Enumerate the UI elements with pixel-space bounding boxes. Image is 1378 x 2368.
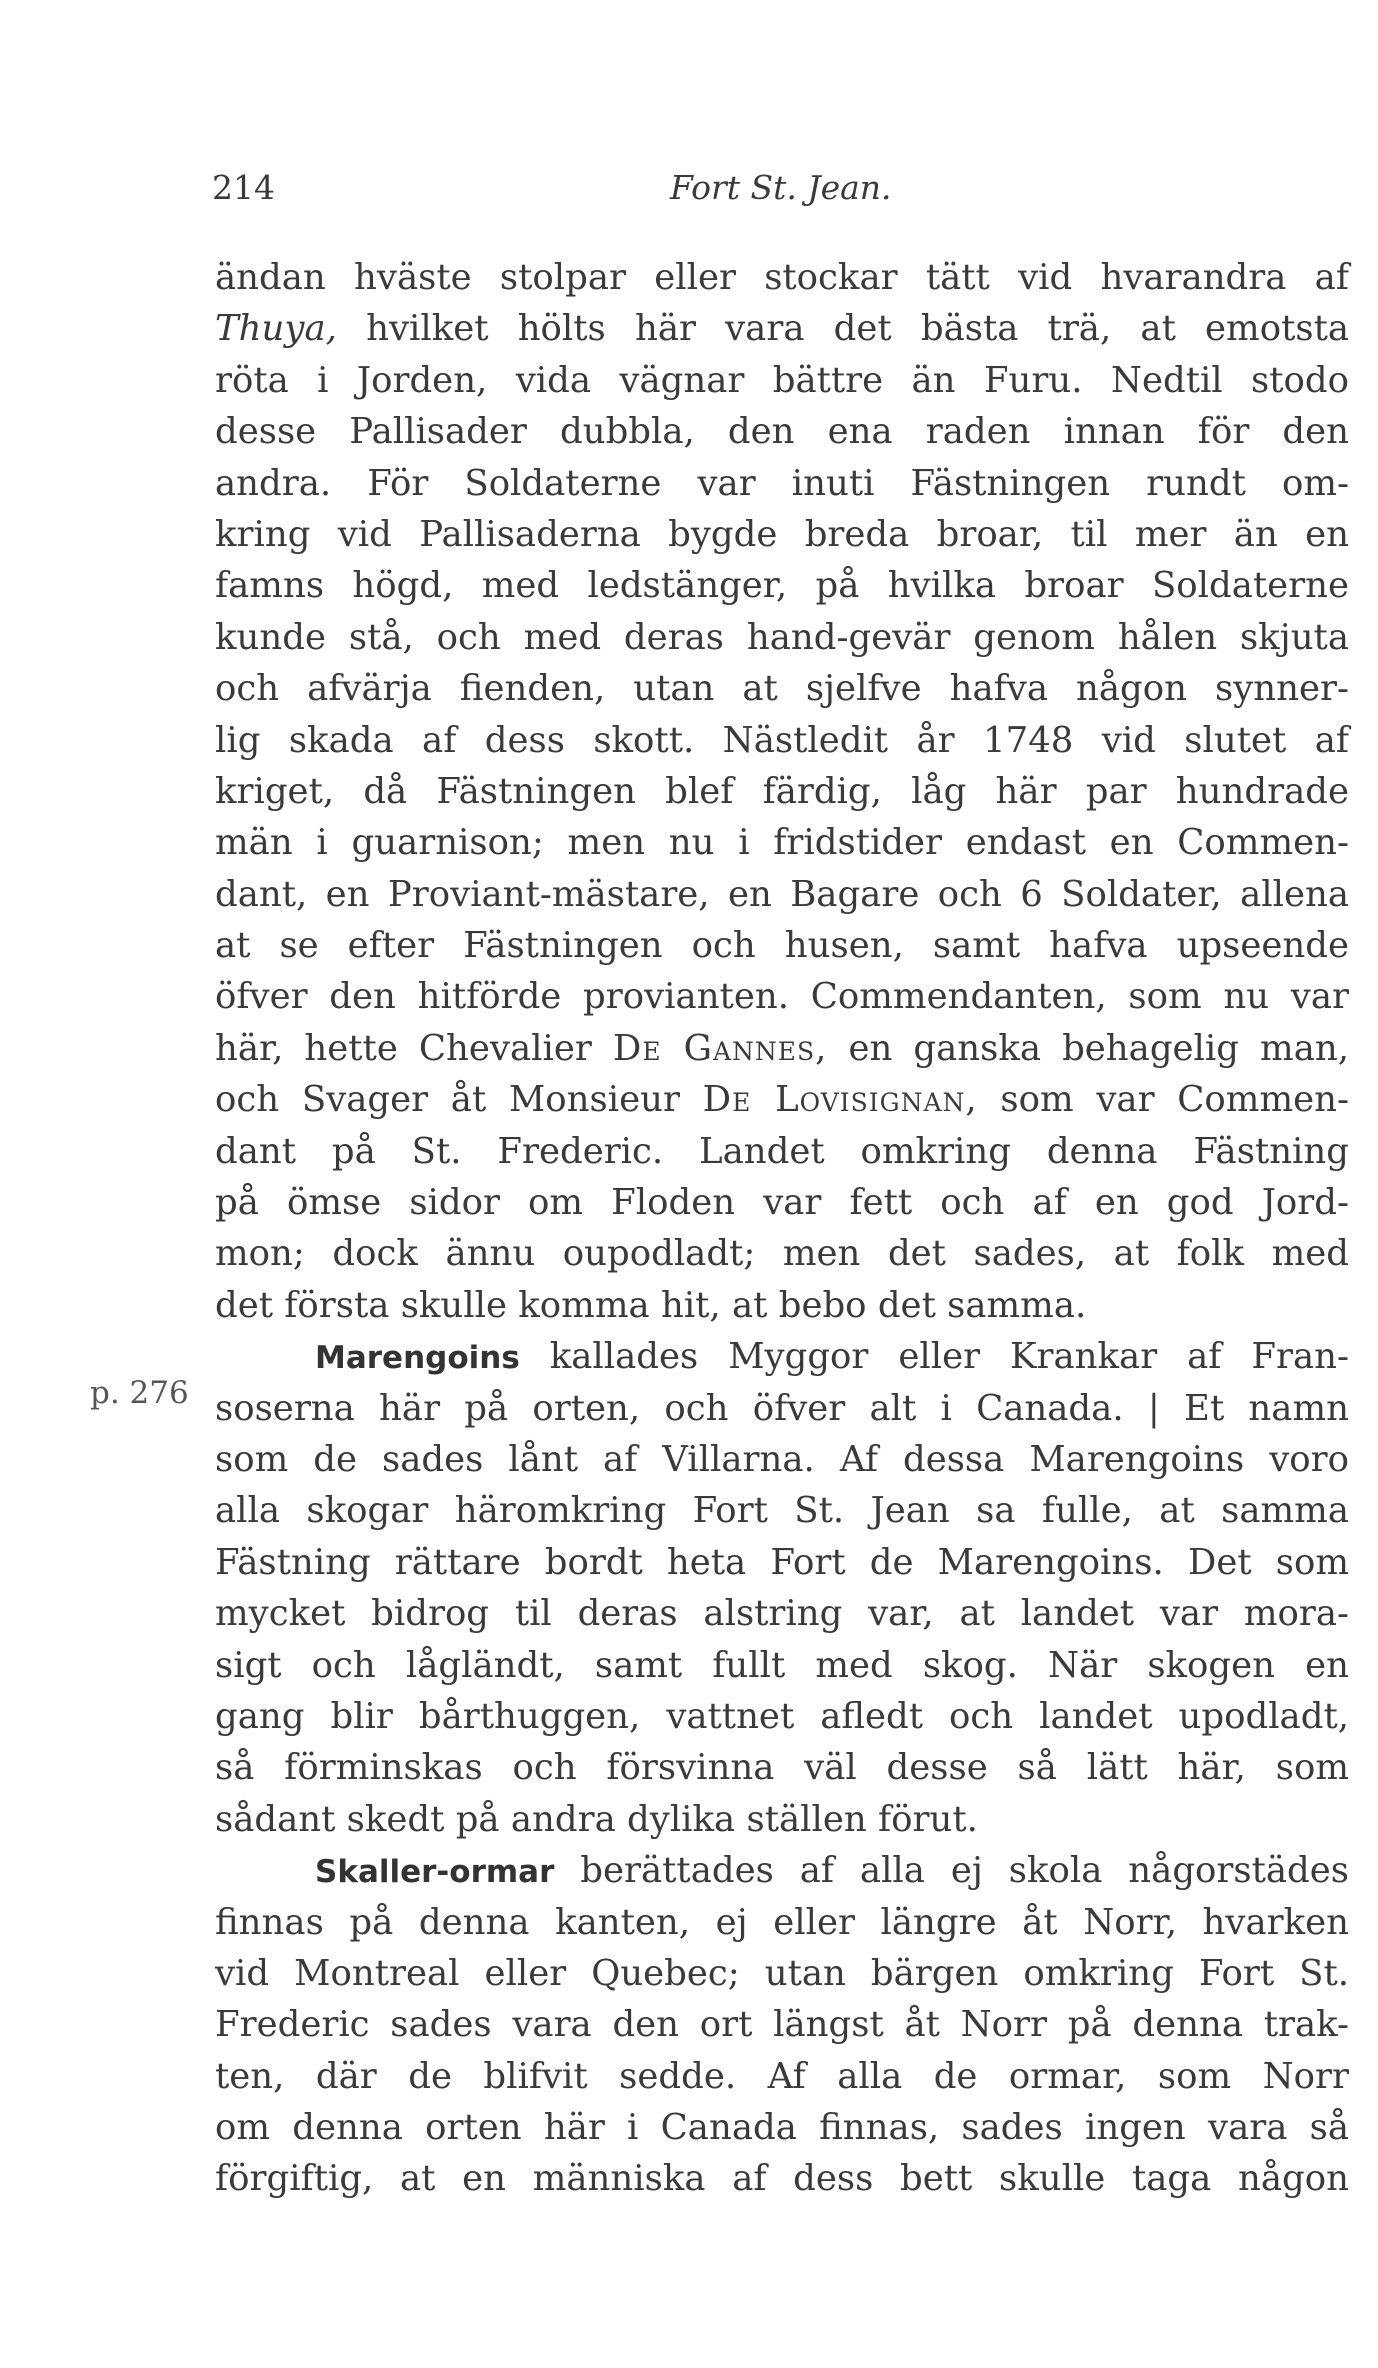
running-title: Fort St. Jean. — [670, 168, 892, 207]
text-line: sådant skedt på andra dylika ställen förut. — [215, 1798, 978, 1840]
text-line: Fästning rättare bordt heta Fort de Marengoins. Det som — [215, 1541, 1349, 1583]
text-line: och afvärja fienden, utan at sjelfve hafva någon synner- — [215, 668, 1349, 710]
text-line — [215, 1074, 1349, 1125]
text-line: dant, en Proviant-mästare, en Bagare och 6 Soldater, allena — [215, 873, 1349, 915]
text-line: andra. För Soldaterne var inuti Fästningen rundt om- — [215, 462, 1349, 504]
person-name: De Gannes, — [612, 1027, 828, 1069]
text-line — [215, 1331, 1349, 1382]
text-line: mycket bidrog til deras alstring var, at landet var mora- — [215, 1593, 1349, 1635]
text-line: kring vid Pallisaderna bygde breda broar, til mer än en — [215, 513, 1349, 555]
person-name: De Lovisignan, — [702, 1079, 978, 1121]
text-line: at se efter Fästningen och husen, samt hafva upseende — [215, 925, 1349, 967]
text-line: vid Montreal eller Quebec; utan bärgen omkring Fort St. — [215, 1952, 1349, 1994]
body-text — [215, 252, 1349, 2205]
text-line: sigt och lågländt, samt fullt med skog. När skogen en — [215, 1644, 1349, 1686]
text-line: mon; dock ännu oupodladt; men det sades, at folk med — [215, 1233, 1349, 1275]
margin-page-reference: p. 276 — [90, 1375, 189, 1411]
text-line: lig skada af dess skott. Nästledit år 1748 vid slutet af — [215, 719, 1349, 761]
text-segment: en ganska behagelig man, — [827, 1027, 1350, 1069]
page-header — [212, 168, 1348, 208]
text-line: alla skogar häromkring Fort St. Jean sa fulle, at samma — [215, 1490, 1349, 1532]
text-line: på ömse sidor om Floden var fett och af en god Jord- — [215, 1182, 1349, 1224]
text-line — [215, 1845, 1349, 1896]
page-number: 214 — [212, 168, 275, 207]
text-line: Frederic sades vara den ort längst åt Norr på denna trak- — [215, 2004, 1349, 2046]
text-line: desse Pallisader dubbla, den ena raden innan för den — [215, 411, 1349, 453]
text-line: kunde stå, och med deras hand-gevär genom hålen skjuta — [215, 616, 1349, 658]
text-line: ändan hväste stolpar eller stockar tätt vid hvarandra af — [215, 257, 1349, 298]
text-line: män i guarnison; men nu i fridstider endast en Commen- — [215, 822, 1349, 864]
text-line: famns högd, med ledstänger, på hvilka broar Soldaterne — [215, 565, 1349, 607]
text-line: soserna här på orten, och öfver alt i Canada. | Et namn — [215, 1387, 1349, 1429]
section-keyword: Marengoins — [315, 1340, 520, 1377]
text-line: dant på St. Frederic. Landet omkring denna Fästning — [215, 1130, 1349, 1172]
text-line: förgiftig, at en människa af dess bett skulle taga någon — [215, 2158, 1349, 2200]
text-line: öfver den hitförde provianten. Commendanten, som nu var — [215, 976, 1349, 1018]
text-line — [215, 303, 1349, 354]
text-segment: som var Commen- — [977, 1079, 1349, 1121]
text-line — [215, 1023, 1349, 1074]
text-segment: berättades af alla ej skola någorstädes — [554, 1850, 1349, 1892]
species-name: Thuya, — [215, 308, 337, 350]
text-line: ten, där de blifvit sedde. Af alla de ormar, som Norr — [215, 2055, 1349, 2097]
text-line: gang blir bårthuggen, vattnet afledt och landet upodladt, — [215, 1695, 1349, 1737]
text-line: det första skulle komma hit, at bebo det samma. — [215, 1284, 1087, 1326]
text-line: röta i Jorden, vida vägnar bättre än Furu. Nedtil stodo — [215, 359, 1349, 401]
text-line: som de sades lånt af Villarna. Af dessa Marengoins voro — [215, 1438, 1349, 1480]
text-segment: här, hette Chevalier — [215, 1027, 613, 1069]
section-keyword: Skaller-ormar — [315, 1854, 555, 1891]
text-segment: kallades Myggor eller Krankar af Fran- — [519, 1336, 1349, 1378]
text-line: finnas på denna kanten, ej eller längre åt Norr, hvarken — [215, 1901, 1349, 1943]
text-line: kriget, då Fästningen blef färdig, låg här par hundrade — [215, 770, 1349, 812]
text-line: om denna orten här i Canada finnas, sades ingen vara så — [215, 2107, 1349, 2149]
text-segment: och Svager åt Monsieur — [215, 1079, 703, 1121]
text-line: så förminskas och försvinna väl desse så lätt här, som — [215, 1747, 1349, 1789]
text-segment: hvilket hölts här vara det bästa trä, at emotsta — [336, 308, 1349, 350]
